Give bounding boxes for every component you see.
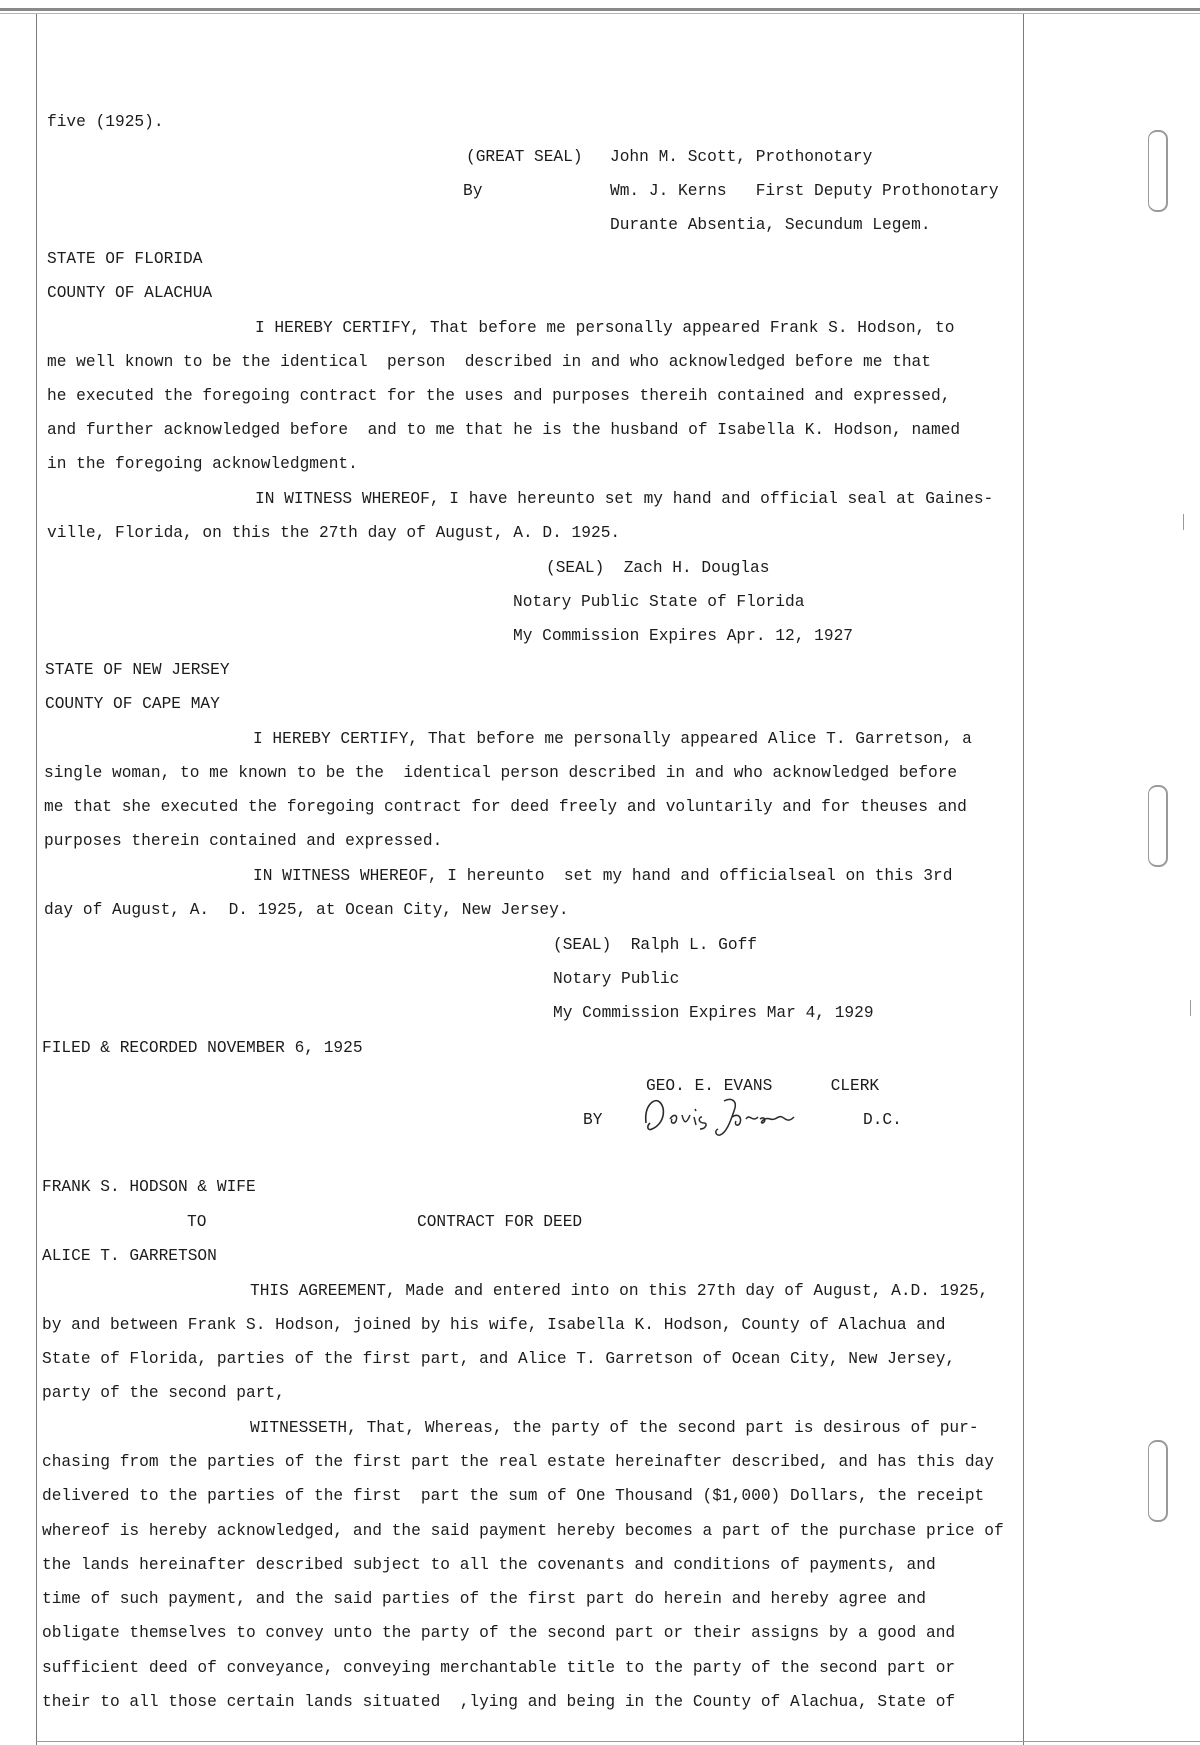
notary-seal-name: (SEAL) Zach H. Douglas [546, 559, 770, 577]
paragraph-line: their to all those certain lands situated ,lying and being in the County of Alachua, State of [42, 1693, 956, 1711]
document-title: CONTRACT FOR DEED [417, 1213, 583, 1231]
paragraph-line: I HEREBY CERTIFY, That before me personally appeared Alice T. Garretson, a [253, 730, 972, 748]
paragraph-line: ville, Florida, on this the 27th day of August, A. D. 1925. [47, 524, 621, 542]
paragraph-line: party of the second part, [42, 1384, 285, 1402]
notary-title: Notary Public [553, 970, 680, 988]
paragraph-line: me well known to be the identical person described in and who acknowledged before me that [47, 353, 931, 371]
paragraph-line: IN WITNESS WHEREOF, I have hereunto set my hand and official seal at Gaines- [255, 490, 994, 508]
handwritten-signature [640, 1093, 820, 1139]
paragraph-line: THIS AGREEMENT, Made and entered into on this 27th day of August, A.D. 1925, [250, 1282, 989, 1300]
paragraph-line: the lands hereinafter described subject to all the covenants and conditions of payments, and [42, 1556, 936, 1574]
paragraph-line: me that she executed the foregoing contract for deed freely and voluntarily and for theuses and [44, 798, 967, 816]
paragraph-line: chasing from the parties of the first part the real estate hereinafter described, and has this day [42, 1453, 994, 1471]
filed-recorded-line: FILED & RECORDED NOVEMBER 6, 1925 [42, 1039, 363, 1057]
county-heading: COUNTY OF ALACHUA [47, 284, 213, 302]
paragraph-line: sufficient deed of conveyance, conveying merchantable title to the party of the second part or [42, 1659, 956, 1677]
carryover-text: five (1925). [47, 113, 164, 131]
durante-absentia: Durante Absentia, Secundum Legem. [610, 216, 931, 234]
paragraph-line: he executed the foregoing contract for the uses and purposes thereih contained and expressed, [47, 387, 951, 405]
grantor-name: FRANK S. HODSON & WIFE [42, 1178, 256, 1196]
notary-title: Notary Public State of Florida [513, 593, 805, 611]
commission-expires: My Commission Expires Apr. 12, 1927 [513, 627, 853, 645]
grantee-name: ALICE T. GARRETSON [42, 1247, 217, 1265]
county-heading: COUNTY OF CAPE MAY [45, 695, 220, 713]
paragraph-line: and further acknowledged before and to me that he is the husband of Isabella K. Hodson, named [47, 421, 961, 439]
deputy-clerk-label: D.C. [863, 1111, 902, 1129]
paragraph-line: WITNESSETH, That, Whereas, the party of the second part is desirous of pur- [250, 1419, 979, 1437]
paragraph-line: whereof is hereby acknowledged, and the said payment hereby becomes a part of the purchase price of [42, 1522, 1004, 1540]
paragraph-line: by and between Frank S. Hodson, joined by his wife, Isabella K. Hodson, County of Alachua and [42, 1316, 946, 1334]
state-heading: STATE OF FLORIDA [47, 250, 203, 268]
notary-seal-name: (SEAL) Ralph L. Goff [553, 936, 757, 954]
paragraph-line: obligate themselves to convey unto the party of the second part or their assigns by a good and [42, 1624, 956, 1642]
paragraph-line: day of August, A. D. 1925, at Ocean City, New Jersey. [44, 901, 569, 919]
paragraph-line: State of Florida, parties of the first part, and Alice T. Garretson of Ocean City, New Jersey, [42, 1350, 956, 1368]
clerk-name: GEO. E. EVANS CLERK [646, 1077, 880, 1095]
paragraph-line: time of such payment, and the said parties of the first part do herein and hereby agree and [42, 1590, 926, 1608]
great-seal-label: (GREAT SEAL) [466, 148, 583, 166]
by-label: By [463, 182, 483, 200]
by-label: BY [583, 1111, 603, 1129]
paragraph-line: single woman, to me known to be the identical person described in and who acknowledged before [44, 764, 958, 782]
to-label: TO [187, 1213, 207, 1231]
paragraph-line: purposes therein contained and expressed. [44, 832, 443, 850]
state-heading: STATE OF NEW JERSEY [45, 661, 230, 679]
paragraph-line: I HEREBY CERTIFY, That before me personally appeared Frank S. Hodson, to [255, 319, 955, 337]
prothonotary-name: John M. Scott, Prothonotary [610, 148, 873, 166]
paragraph-line: in the foregoing acknowledgment. [47, 455, 358, 473]
deputy-name: Wm. J. Kerns First Deputy Prothonotary [610, 182, 999, 200]
commission-expires: My Commission Expires Mar 4, 1929 [553, 1004, 874, 1022]
paragraph-line: IN WITNESS WHEREOF, I hereunto set my hand and officialseal on this 3rd [253, 867, 953, 885]
paragraph-line: delivered to the parties of the first part the sum of One Thousand ($1,000) Dollars, the receipt [42, 1487, 985, 1505]
